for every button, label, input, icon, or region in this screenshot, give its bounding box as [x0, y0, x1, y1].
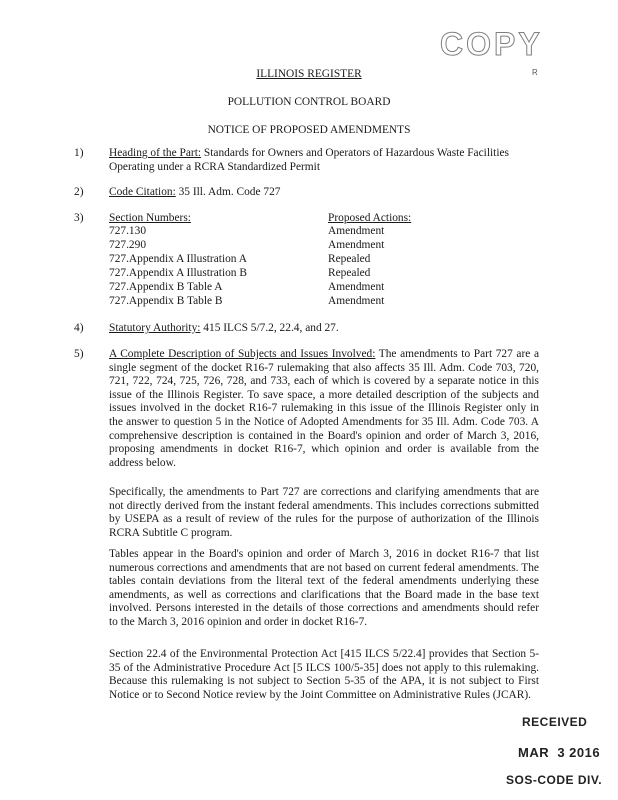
item-5-paragraph-2: Specifically, the amendments to Part 727 are corrections and clarifying amendments that are not directly derived from the instant federal amendments. This includes corrections submitted by USEPA as a result of review of the rules for the purpose of authorization of the Illinois RCRA Subtitle C program.	[109, 486, 539, 539]
board-title: POLLUTION CONTROL BOARD	[227, 96, 391, 108]
action-row-6: Amendment	[328, 295, 385, 307]
section-row-5: 727.Appendix B Table A	[109, 281, 223, 293]
item-1-body	[109, 147, 539, 174]
notice-title: NOTICE OF PROPOSED AMENDMENTS	[207, 124, 411, 136]
item-5-label: A Complete Description of Subjects and Issues Involved:	[109, 348, 376, 360]
copy-stamp-mark: R	[532, 68, 538, 77]
action-row-3: Repealed	[328, 253, 371, 265]
item-5-number: 5)	[74, 348, 84, 360]
action-row-5: Amendment	[328, 281, 385, 293]
item-5-paragraph-4: Section 22.4 of the Environmental Protection Act [415 ILCS 5/22.4] provides that Section 5-35 of the Administrative Procedure Act [5 ILCS 100/5-35] does not apply to this rulemaking. Because this rulemaking is not subject to Section 5-35 of the APA, it is not subject to First Notice or to Second Notice review by the Joint Committee on Administrative Rules (JCAR).	[109, 648, 539, 701]
section-row-1: 727.130	[109, 225, 147, 237]
item-4-label: Statutory Authority:	[109, 322, 201, 334]
section-row-6: 727.Appendix B Table B	[109, 295, 223, 307]
item-5-p1-text: The amendments to Part 727 are a single segment of the docket R16-7 rulemaking that also affects 35 Ill. Adm. Code 703, 720, 721, 722, 724, 725, 726, 728, and 733, each of which is covered by a separate notice in this issue of the Illinois Register. To save space, a more detailed description of the subjects and issues involved in the docket R16-7 rulemaking in this issue of the Illinois Register only in the answer to question 5 in the Notice of Adopted Amendments for 35 Ill. Adm. Code 703. A comprehensive description is contained in the Board's opinion and order of March 3, 2016, proposing amendments in docket R16-7, which opinion and order is available from the address below.	[109, 348, 540, 469]
action-row-1: Amendment	[328, 225, 385, 237]
item-4-number: 4)	[74, 322, 84, 334]
received-stamp-date: MAR 3 2016	[518, 745, 601, 760]
item-1-number: 1)	[74, 147, 84, 159]
item-4-body	[109, 322, 539, 336]
item-2-number: 2)	[74, 186, 84, 198]
item-4-text: 415 ILCS 5/7.2, 22.4, and 27.	[200, 322, 339, 334]
item-5-paragraph-3: Tables appear in the Board's opinion and order of March 3, 2016 in docket R16-7 that list numerous corrections and amendments that are not based on current federal amendments. The tables contain deviations from the literal text of the federal amendments underlying these amendments, as well as corrections and clarifications that the Board made in the base text involved. Persons interested in the details of those corrections and amendments should refer to the March 3, 2016 opinion and order in docket R16-7.	[109, 548, 539, 628]
proposed-actions-header: Proposed Actions:	[328, 212, 412, 224]
item-3-number: 3)	[74, 212, 84, 224]
received-stamp-label: RECEIVED	[522, 715, 588, 729]
item-2-body	[109, 186, 539, 200]
received-stamp-office: SOS-CODE DIV.	[506, 773, 603, 787]
action-row-4: Repealed	[328, 267, 371, 279]
item-1-text: Standards for Owners and Operators of Hazardous Waste Facilities Operating under a RCRA Standardized Permit	[109, 147, 509, 173]
item-2-label: Code Citation:	[109, 186, 176, 198]
section-row-3: 727.Appendix A Illustration A	[109, 253, 247, 265]
action-row-2: Amendment	[328, 239, 385, 251]
item-5-paragraph-1	[109, 348, 539, 470]
section-numbers-header: Section Numbers:	[109, 212, 191, 224]
register-title	[0, 68, 618, 82]
section-row-4: 727.Appendix A Illustration B	[109, 267, 247, 279]
section-row-2: 727.290	[109, 239, 147, 251]
item-2-text: 35 Ill. Adm. Code 727	[175, 186, 281, 198]
item-1-label: Heading of the Part:	[109, 147, 202, 159]
register-title-text: ILLINOIS REGISTER	[256, 68, 362, 80]
copy-stamp: COPY	[440, 26, 543, 62]
